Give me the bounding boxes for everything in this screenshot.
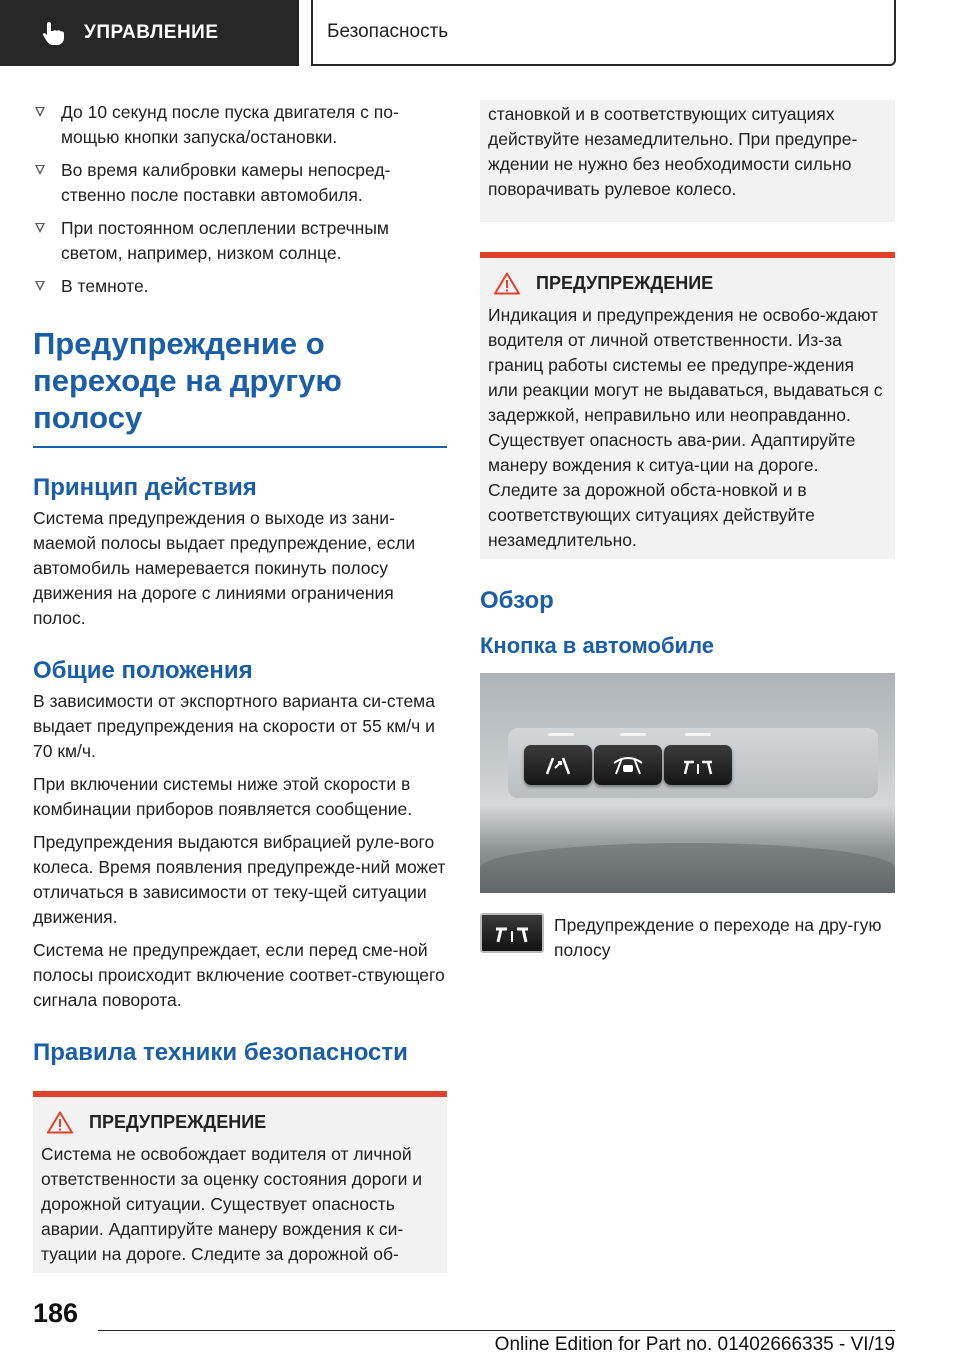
overview-heading: Обзор bbox=[480, 587, 554, 614]
lane-departure-icon bbox=[664, 745, 732, 785]
warning-header bbox=[488, 272, 885, 295]
list-item: При постоянном ослеплении встречным светом, например, низком солнце. bbox=[33, 216, 447, 266]
warning-text: становкой и в соответствующих ситуациях действуйте незамедлительно. При предупре-ждении не нужно без необходимости сильно поворачивать рулевое колесо. bbox=[488, 104, 858, 199]
lane-departure-icon bbox=[480, 913, 544, 953]
general-paragraph: В зависимости от экспортного варианта си-стема выдает предупреждения на скорости от 55 км/ч и 70 км/ч. bbox=[33, 691, 435, 761]
safety-heading: Правила техники безопасности bbox=[33, 1039, 408, 1066]
warning-triangle-icon bbox=[494, 272, 520, 295]
page-number: 186 bbox=[33, 1298, 79, 1328]
warning-title: ПРЕДУПРЕЖДЕНИЕ bbox=[89, 1112, 267, 1132]
warning-box bbox=[480, 252, 895, 559]
button-heading: Кнопка в автомобиле bbox=[480, 633, 714, 658]
triangle-bullet-icon bbox=[35, 281, 45, 291]
general-paragraph: Система не предупреждает, если перед сме-ной полосы происходит включение соответ-ствующего сигнала поворота. bbox=[33, 940, 445, 1010]
page-title: Предупреждение о переходе на другую полосу bbox=[33, 325, 447, 448]
lane-keeping-icon bbox=[524, 745, 592, 785]
chapter-title: УПРАВЛЕНИЕ bbox=[84, 22, 219, 43]
hand-pointer-icon bbox=[40, 20, 66, 46]
general-paragraph: Предупреждения выдаются вибрацией руле-вого колеса. Время появления предупрежде-ний может отличаться в зависимости от теку-щей ситуации движения. bbox=[33, 832, 446, 927]
seat-surface bbox=[480, 843, 895, 893]
principle-text: Система предупреждения о выходе из зани-маемой полосы выдает предупреждение, если автомобиль намеревается покинуть полосу движения на дороге с линиями ограничения полос. bbox=[33, 508, 416, 628]
chapter-tab[interactable] bbox=[0, 0, 299, 66]
caption-row bbox=[480, 913, 895, 963]
list-item: Во время калибровки камеры непосред-ственно после поставки автомобиля. bbox=[33, 158, 447, 208]
triangle-bullet-icon bbox=[35, 223, 45, 233]
warning-title: ПРЕДУПРЕЖДЕНИЕ bbox=[536, 273, 714, 293]
left-column bbox=[33, 100, 447, 1273]
right-column bbox=[480, 100, 895, 963]
indicator-led bbox=[685, 733, 711, 736]
caption-text: Предупреждение о переходе на дру-гую полосу bbox=[554, 915, 882, 960]
triangle-bullet-icon bbox=[35, 107, 45, 117]
principle-heading: Принцип действия bbox=[33, 474, 257, 501]
warning-triangle-icon bbox=[47, 1111, 73, 1134]
edition-text: Online Edition for Part no. 01402666335 - VI/19 bbox=[494, 1334, 895, 1355]
indicator-led bbox=[620, 733, 646, 736]
vehicle-button-photo bbox=[480, 673, 895, 893]
indicator-led bbox=[548, 733, 574, 736]
triangle-bullet-icon bbox=[35, 165, 45, 175]
general-paragraph: При включении системы ниже этой скорости в комбинации приборов появляется сообщение. bbox=[33, 774, 413, 819]
section-title: Безопасность bbox=[311, 0, 896, 66]
warning-text: Система не освобождает водителя от личной ответственности за оценку состояния дороги и дорожной ситуации. Существует опасность аварии. Адаптируйте манеру вождения к си-туации на дороге. Следите за дорожной об- bbox=[41, 1144, 422, 1264]
list-item: До 10 секунд после пуска двигателя с по-мощью кнопки запуска/остановки. bbox=[33, 100, 447, 150]
warning-header bbox=[41, 1111, 437, 1134]
footer-divider bbox=[98, 1330, 895, 1331]
warning-text: Индикация и предупреждения не освобо-ждают водителя от личной ответственности. Из-за границ работы системы ее предупре-ждения или реакции могут не выдаваться, выдаваться с задержкой, неправильно или неоправданно. Существует опасность ава-рии. Адаптируйте манеру вождения к ситуа-ции на дороге. Следите за дорожной обста-новкой и в соответствующих ситуациях действуйте незамедлительно. bbox=[488, 305, 883, 550]
warning-box bbox=[33, 1091, 447, 1273]
condition-list bbox=[33, 100, 447, 299]
general-heading: Общие положения bbox=[33, 657, 253, 684]
list-item: В темноте. bbox=[33, 274, 447, 299]
warning-continuation bbox=[480, 100, 895, 222]
collision-warning-icon bbox=[594, 745, 662, 785]
